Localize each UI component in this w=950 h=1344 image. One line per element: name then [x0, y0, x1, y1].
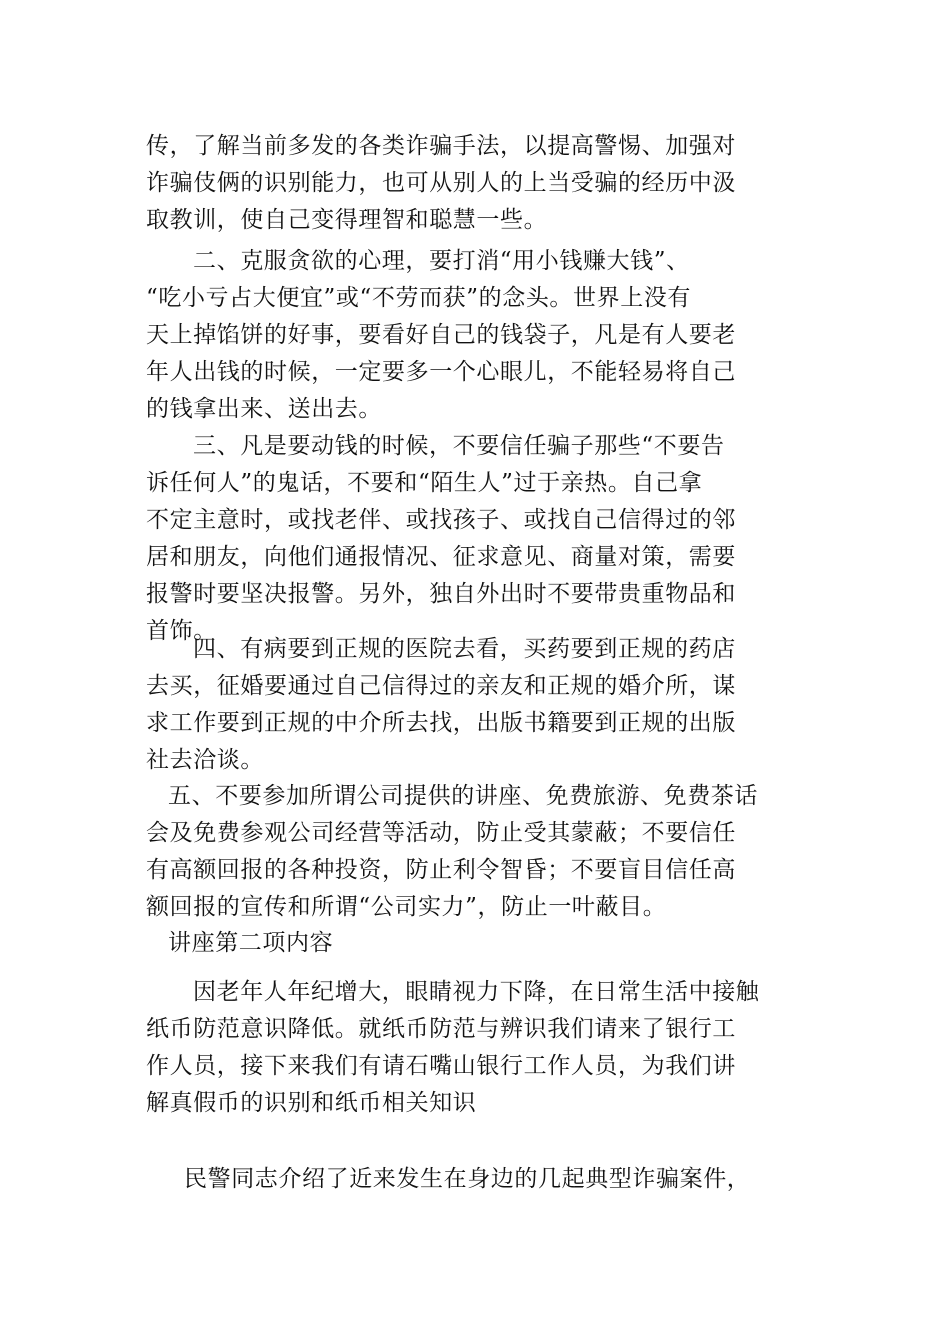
text-line: “吃小亏占大便宜”或“不劳而获”的念头。世界上没有	[146, 285, 692, 311]
text-line: 四、有病要到正规的医院去看，买药要到正规的药店	[193, 636, 736, 662]
text-line: 额回报的宣传和所谓“公司实力”，防止一叶蔽目。	[146, 894, 667, 920]
text-line: 传，了解当前多发的各类诈骗手法，以提高警惕、加强对	[146, 133, 736, 159]
point-two-paragraph	[146, 243, 806, 428]
text-line: 天上掉馅饼的好事，要看好自己的钱袋子，凡是有人要老	[146, 322, 736, 348]
text-line: 诉任何人”的鬼话，不要和“陌生人”过于亲热。自己拿	[146, 470, 703, 496]
intro-paragraph	[146, 128, 806, 239]
text-line: 求工作要到正规的中介所去找，出版书籍要到正规的出版	[146, 710, 736, 736]
text-line: 诈骗伎俩的识别能力，也可从别人的上当受骗的经历中汲	[146, 170, 736, 196]
point-three-paragraph	[146, 428, 806, 650]
text-line: 去买，征婚要通过自己信得过的亲友和正规的婚介所，谋	[146, 673, 736, 699]
text-line: 年人出钱的时候，一定要多一个心眼儿，不能轻易将自己	[146, 359, 736, 385]
point-five-paragraph	[146, 778, 808, 926]
text-line: 三、凡是要动钱的时候，不要信任骗子那些“不要告	[193, 433, 725, 459]
text-line: 解真假币的识别和纸币相关知识	[146, 1090, 477, 1116]
text-line: 因老年人年纪增大，眼睛视力下降，在日常生活中接触	[193, 979, 760, 1005]
text-line: 有高额回报的各种投资，防止利令智昏；不要盲目信任高	[146, 857, 736, 883]
text-line: 民警同志介绍了近来发生在身边的几起典型诈骗案件，	[184, 1166, 751, 1192]
text-line: 作人员，接下来我们有请石嘴山银行工作人员，为我们讲	[146, 1053, 736, 1079]
text-line: 不定主意时，或找老伴、或找孩子、或找自己信得过的邻	[146, 507, 736, 533]
text-line: 社去洽谈。	[146, 747, 264, 773]
text-line: 纸币防范意识降低。就纸币防范与辨识我们请来了银行工	[146, 1016, 736, 1042]
text-line: 居和朋友，向他们通报情况、征求意见、商量对策，需要	[146, 544, 736, 570]
police-paragraph	[184, 1161, 824, 1198]
lecture-paragraph	[146, 974, 806, 1122]
text-line: 二、克服贪欲的心理，要打消“用小钱赚大钱”、	[193, 248, 690, 274]
point-four-paragraph	[146, 631, 806, 779]
text-line: 的钱拿出来、送出去。	[146, 396, 382, 422]
text-line: 报警时要坚决报警。另外，独自外出时不要带贵重物品和	[146, 581, 736, 607]
text-line: 首饰。	[146, 618, 217, 644]
heading-text: 讲座第二项内容	[168, 930, 334, 956]
text-line: 取教训，使自己变得理智和聪慧一些。	[146, 207, 548, 233]
text-line: 会及免费参观公司经营等活动，防止受其蒙蔽；不要信任	[146, 820, 736, 846]
text-line: 五、不要参加所谓公司提供的讲座、免费旅游、免费茶话	[168, 783, 758, 809]
section-heading	[168, 925, 468, 962]
